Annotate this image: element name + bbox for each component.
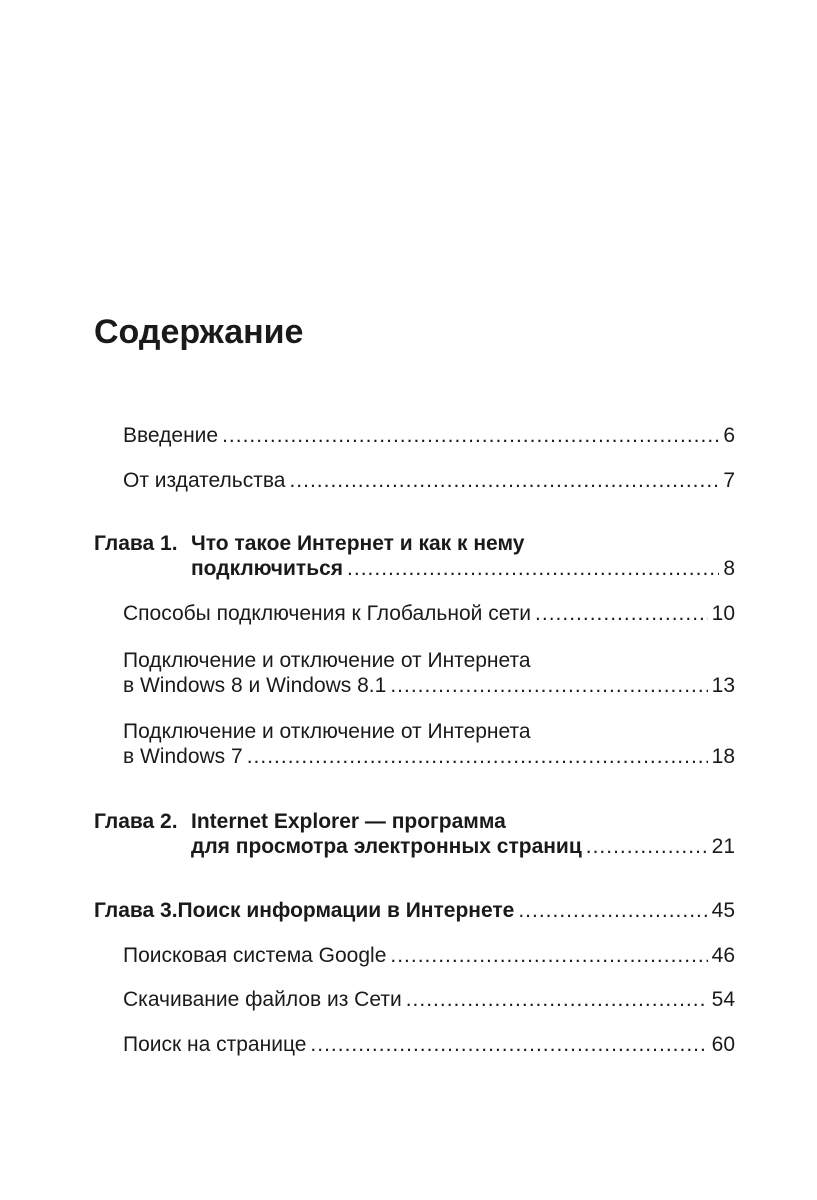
dot-leader [406,987,708,1012]
toc-entry-title-line: для просмотра электронных страниц [191,835,582,858]
toc-entry-title-line: в Windows 7 [123,745,243,768]
toc-entry-title: Поиск на странице [123,1033,307,1056]
dot-leader [222,423,719,448]
dot-leader [586,834,708,859]
toc-page-number: 21 [711,835,735,858]
toc-entry-connection-methods[interactable] [123,601,735,626]
toc-entry-title-line: Internet Explorer — программа [191,810,506,833]
toc-chapter-1[interactable] [94,531,735,581]
toc-chapter-3[interactable] [94,898,735,923]
chapter-label: Глава 3. [94,899,178,922]
toc-entry-title: От издательства [123,469,286,492]
toc-entry-from-publisher[interactable] [123,468,735,493]
toc-page-number: 10 [711,602,735,625]
toc-entry-title: Поиск информации в Интернете [177,899,515,922]
toc-page-number: 8 [723,557,735,580]
dot-leader [310,1032,707,1057]
dot-leader [390,673,707,698]
toc-entry-windows-7[interactable] [123,719,735,769]
toc-entry-title-line: Подключение и отключение от Интернета [123,649,531,672]
toc-page-number: 60 [711,1033,735,1056]
toc-entry-title: Способы подключения к Глобальной сети [123,602,532,625]
toc-entry-title: Поисковая система Google [123,944,387,967]
toc-chapter-2[interactable] [94,809,735,859]
toc-page-number: 6 [723,424,735,447]
toc-page-number: 7 [723,469,735,492]
toc-entry-title: Введение [123,424,219,447]
dot-leader [289,468,719,493]
dot-leader [247,744,708,769]
dot-leader [518,898,707,923]
toc-page-number: 54 [711,988,735,1011]
dot-leader [535,601,708,626]
toc-entry-title: Скачивание файлов из Сети [123,988,402,1011]
toc-entry-google[interactable] [123,943,735,968]
toc-page-number: 18 [711,745,735,768]
dot-leader [347,556,719,581]
toc-page-number: 46 [711,944,735,967]
toc-entry-title-line: Что такое Интернет и как к нему [191,532,525,555]
toc-entry-title-line: в Windows 8 и Windows 8.1 [123,674,387,697]
toc-entry-windows-8[interactable] [123,648,735,698]
toc-entry-title-line: Подключение и отключение от Интернета [123,720,531,743]
toc-entry-title-line: подключиться [191,557,344,580]
page-title: Содержание [94,313,304,351]
toc-entry-introduction[interactable] [123,423,735,448]
toc-entry-search-on-page[interactable] [123,1032,735,1057]
chapter-label: Глава 2. [94,810,178,833]
toc-entry-downloading-files[interactable] [123,987,735,1012]
toc-page-number: 45 [711,899,735,922]
chapter-label: Глава 1. [94,532,178,555]
toc-page-number: 13 [711,674,735,697]
dot-leader [390,943,707,968]
